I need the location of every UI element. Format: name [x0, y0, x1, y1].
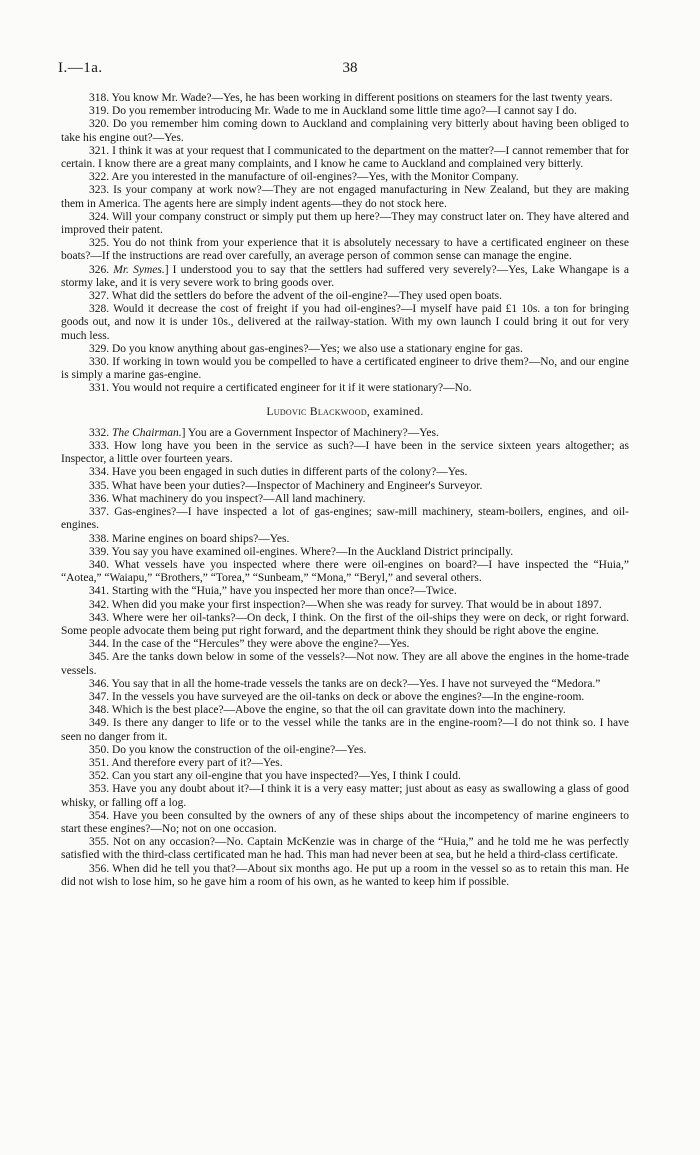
- paragraph: 352. Can you start any oil-engine that you have inspected?—Yes, I think I could.: [89, 770, 461, 783]
- paragraph: 318. You know Mr. Wade?—Yes, he has been working in different positions on steamers for the last twenty years.: [89, 92, 613, 104]
- paragraph: 341. Starting with the “Huia,” have you inspected her more than once?—Twice.: [89, 585, 457, 598]
- page-body: [61, 92, 629, 889]
- paragraph-number: 326.: [89, 263, 110, 276]
- paragraph-text: ] I understood you to say that the settlers had suffered very severely?—Yes, Lake Whangape is a stormy lake, and it is very severe work to bring goods over.: [61, 263, 629, 289]
- paragraph: 329. Do you know anything about gas-engines?—Yes; we also use a stationary engine for gas.: [89, 342, 523, 355]
- paragraph: 349. Is there any danger to life or to the vessel while the tanks are in the engine-room?—I do not think so. I have seen no danger from it.: [61, 717, 629, 743]
- paragraph: 355. Not on any occasion?—No. Captain McKenzie was in charge of the “Huia,” and he told me he was perfectly satisfied with the third-class certificated man he had. This man had never been at sea, but he held a third-class certificate.: [61, 836, 629, 862]
- paragraph: 344. In the case of the “Hercules” they were above the engine?—Yes.: [89, 638, 410, 651]
- paragraph-number: 332.: [89, 426, 110, 439]
- paragraph-332: [61, 427, 629, 440]
- paragraph: 330. If working in town would you be compelled to have a certificated engineer to drive them?—No, and our engine is simply a marine gas-engine.: [61, 356, 629, 382]
- paragraph: 325. You do not think from your experience that it is absolutely necessary to have a certificated engineer on these boats?—If the instructions are read over carefully, an average person of common sense can manage the engine.: [61, 237, 629, 263]
- paragraph: 328. Would it decrease the cost of freight if you had oil-engines?—I myself have paid £1 10s. a ton for bringing goods out, and now it is under 10s., delivered at the railway-station. With my own launch I could bring it out for very much less.: [61, 303, 629, 342]
- paragraph: 331. You would not require a certificated engineer for it if it were stationary?—No.: [89, 382, 472, 395]
- witness-heading: [61, 406, 629, 419]
- paragraph: 327. What did the settlers do before the advent of the oil-engine?—They used open boats.: [89, 290, 503, 303]
- paragraph: 350. Do you know the construction of the oil-engine?—Yes.: [89, 743, 367, 756]
- evidence-group-c: [61, 440, 629, 889]
- evidence-group-b: [61, 290, 629, 396]
- evidence-group-a: [61, 92, 629, 264]
- paragraph-text: ] You are a Government Inspector of Machinery?—Yes.: [181, 426, 439, 439]
- page-number: 38: [342, 60, 358, 76]
- document-reference: I.—1a.: [58, 60, 103, 76]
- paragraph: 338. Marine engines on board ships?—Yes.: [89, 532, 290, 545]
- paragraph: 343. Where were her oil-tanks?—On deck, I think. On the first of the oil-ships they were on deck, or right forward. Some people advocate them being put right forward, and the department think they should be right above the engine.: [61, 611, 629, 637]
- witness-name: Ludovic Blackwood: [266, 405, 367, 418]
- paragraph: 345. Are the tanks down below in some of the vessels?—Not now. They are all above the engines in the home-trade vessels.: [61, 651, 629, 677]
- paragraph: 339. You say you have examined oil-engines. Where?—In the Auckland District principally.: [89, 545, 514, 558]
- paragraph: 353. Have you any doubt about it?—I think it is a very easy matter; just about as easy as swallowing a glass of good whisky, or falling off a log.: [61, 783, 629, 809]
- paragraph: 333. How long have you been in the service as such?—I have been in the service sixteen years altogether; as Inspector, a little over fourteen years.: [61, 440, 629, 466]
- paragraph-326: [61, 264, 629, 290]
- paragraph: 348. Which is the best place?—Above the engine, so that the oil can gravitate down into the machinery.: [89, 704, 566, 717]
- paragraph: 346. You say that in all the home-trade vessels the tanks are on deck?—Yes. I have not surveyed the “Medora.”: [89, 677, 601, 690]
- speaker-name: The Chairman.: [112, 426, 182, 439]
- paragraph: 324. Will your company construct or simply put them up here?—They may construct later on. They have altered and improved their patent.: [61, 210, 629, 237]
- paragraph: 354. Have you been consulted by the owners of any of these ships about the incompetency of marine engineers to start these engines?—No; not on one occasion.: [61, 809, 629, 835]
- paragraph: 337. Gas-engines?—I have inspected a lot of gas-engines; saw-mill machinery, steam-boilers, engines, and oil-engines.: [61, 506, 629, 532]
- paragraph: 335. What have been your duties?—Inspector of Machinery and Engineer's Surveyor.: [89, 479, 483, 492]
- paragraph: 321. I think it was at your request that I communicated to the department on the matter?—I cannot remember that for certain. I know there are a great many complaints, and I know he came to Auckland and complained very bitterly.: [61, 144, 629, 171]
- paragraph: 323. Is your company at work now?—They are not engaged manufacturing in New Zealand, but they are making them in America. The agents here are simply indent agents—they do not stock here.: [61, 184, 629, 210]
- paragraph: 322. Are you interested in the manufacture of oil-engines?—Yes, with the Monitor Company.: [89, 171, 519, 184]
- paragraph: 342. When did you make your first inspection?—When she was ready for survey. That would be in about 1897.: [89, 598, 602, 611]
- paragraph: 347. In the vessels you have surveyed are the oil-tanks on deck or above the engines?—In the engine-room.: [89, 690, 585, 703]
- page-header: [58, 60, 642, 80]
- paragraph: 334. Have you been engaged in such duties in different parts of the colony?—Yes.: [89, 466, 468, 479]
- paragraph: 340. What vessels have you inspected where there were oil-engines on board?—I have inspected the “Huia,” “Aotea,” “Waiapu,” “Brothers,” “Torea,” “Sunbeam,” “Mona,” “Beryl,” and several others.: [61, 558, 629, 585]
- paragraph: 320. Do you remember him coming down to Auckland and complaining very bitterly about having been obliged to take his engine out?—Yes.: [61, 118, 629, 144]
- paragraph: 351. And therefore every part of it?—Yes.: [89, 756, 283, 769]
- speaker-name: Mr. Symes.: [113, 263, 165, 276]
- paragraph: 319. Do you remember introducing Mr. Wade to me in Auckland some little time ago?—I cannot say I do.: [89, 105, 577, 118]
- paragraph: 356. When did he tell you that?—About six months ago. He put up a room in the vessel so as to retain this man. He did not wish to lose him, so he gave him a room of his own, as he wanted to keep him if possible.: [61, 862, 629, 888]
- witness-heading-suffix: , examined.: [366, 405, 424, 418]
- paragraph: 336. What machinery do you inspect?—All land machinery.: [89, 492, 366, 505]
